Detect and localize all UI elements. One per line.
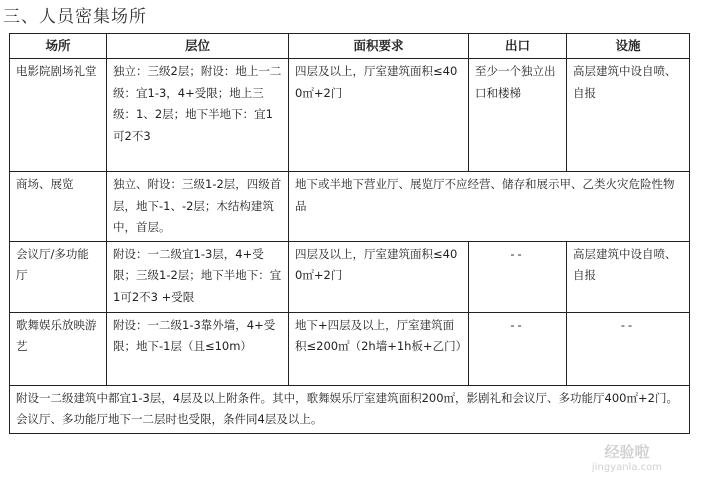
cell-facility: 高层建筑中设自喷、自报 (567, 241, 690, 312)
cell-level: 独立、附设：三级1-2层，四级首层，地下-1、-2层；木结构建筑中，首层。 (107, 172, 289, 242)
cell-exit: 至少一个独立出口和楼梯 (469, 59, 567, 172)
cell-place: 电影院剧场礼堂 (10, 59, 107, 172)
watermark-text: 经验啦 (604, 443, 650, 461)
cell-level: 附设：一二级宜1-3层，4+受限；三级1-2层；地下半地下：宜1可2不3 +受限 (107, 241, 289, 312)
cell-exit: -- (469, 312, 567, 385)
crowded-places-table (9, 33, 690, 434)
cell-area: 四层及以上，厅室建筑面积≤400㎡+2门 (289, 59, 469, 172)
cell-exit: -- (469, 241, 567, 312)
cell-facility: -- (567, 312, 690, 385)
cell-level: 独立：三级2层；附设：地上一二级：宜1-3，4+受限；地上三级：1、2层；地下半地下：宜1可2不3 (107, 59, 289, 172)
cell-area: 地下+四层及以上，厅室建筑面积≤200㎡（2h墙+1h板+乙门） (289, 312, 469, 385)
header-exit: 出口 (469, 34, 567, 59)
cell-level: 附设：一二级1-3靠外墙，4+受限；地下-1层（且≤10m） (107, 312, 289, 385)
table-row (10, 59, 690, 172)
header-facility: 设施 (567, 34, 690, 59)
watermark (592, 444, 662, 476)
table-note: 附设一二级建筑中都宜1-3层，4层及以上附条件。其中，歌舞娱乐厅室建筑面积200㎡，影剧礼和会议厅、多功能厅400㎡+2门。会议厅、多功能厅地下一二层时也受限，条件同4层及以上。 (10, 385, 690, 433)
table-note-row (10, 385, 690, 433)
table-header-row (10, 34, 690, 59)
cell-merged-requirement: 地下或半地下营业厅、展览厅不应经营、储存和展示甲、乙类火灾危险性物品 (289, 172, 690, 242)
cell-place: 会议厅/多功能厅 (10, 241, 107, 312)
section-heading: 三、人员密集场所 (3, 7, 147, 27)
cell-facility: 高层建筑中设自喷、自报 (567, 59, 690, 172)
watermark-url: jingyanla.com (591, 462, 662, 473)
header-level: 层位 (107, 34, 289, 59)
table-row (10, 312, 690, 385)
table-row (10, 172, 690, 242)
cell-area: 四层及以上，厅室建筑面积≤400㎡+2门 (289, 241, 469, 312)
cell-place: 商场、展览 (10, 172, 107, 242)
header-place: 场所 (10, 34, 107, 59)
table-row (10, 241, 690, 312)
header-area: 面积要求 (289, 34, 469, 59)
cell-place: 歌舞娱乐放映游艺 (10, 312, 107, 385)
